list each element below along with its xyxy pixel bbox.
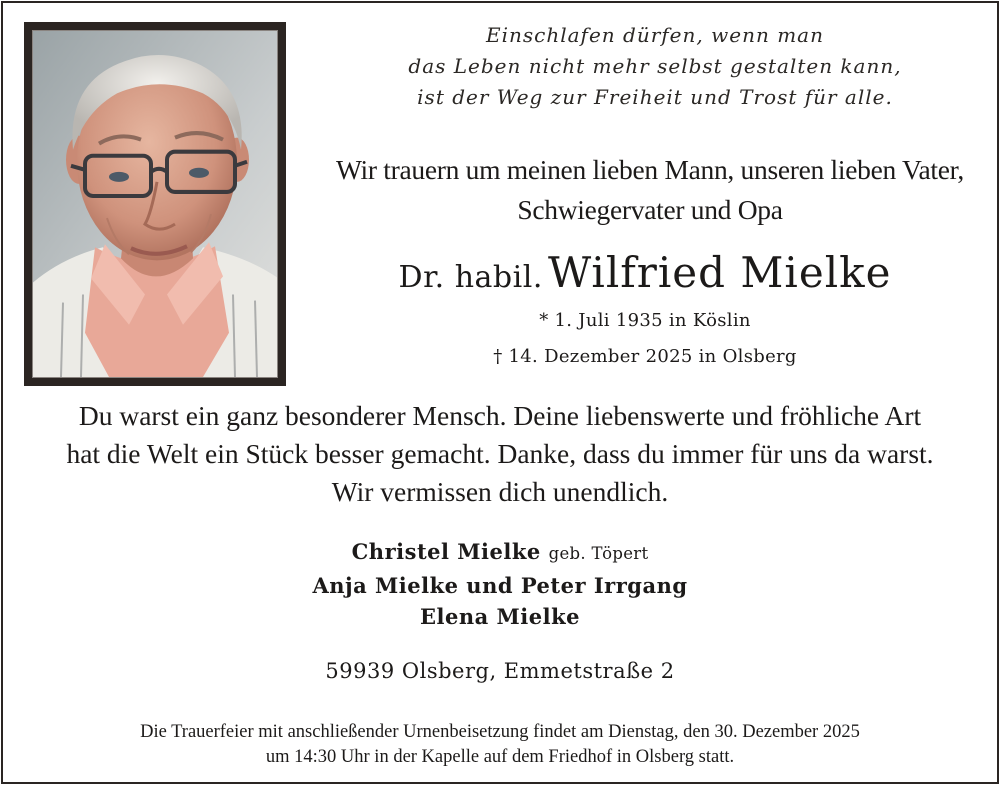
verse [320,20,990,113]
tribute-line: hat die Welt ein Stück besser gemacht. Danke, dass du immer für uns da warst. [66,438,934,469]
tribute-text [10,397,990,511]
portrait-photo [32,30,278,378]
family-address: 59939 Olsberg, Emmetstraße 2 [325,659,675,683]
maiden-name: geb. Töpert [548,544,649,563]
spouse-name: Christel Mielke [351,539,541,564]
funeral-service-info [10,720,990,770]
portrait-frame [24,22,286,386]
deceased-name-line [300,248,990,297]
family-names [100,536,900,633]
verse-line: Einschlafen dürfen, wenn man [486,23,824,47]
service-line: Die Trauerfeier mit anschließender Urnenbeisetzung findet am Dienstag, den 30. Dezember 2025 [140,722,860,742]
mourning-statement [300,150,1000,230]
service-line: um 14:30 Uhr in der Kapelle auf dem Friedhof in Olsberg statt. [265,747,735,767]
death-date: † 14. Dezember 2025 in Olsberg [493,346,797,367]
birth-date: * 1. Juli 1935 in Köslin [539,310,751,331]
portrait-illustration [33,31,277,377]
family-line: Anja Mielke und Peter Irrgang [312,572,688,598]
mourning-line: Wir trauern um meinen lieben Mann, unseren lieben Vater, [335,154,965,185]
academic-title: Dr. habil. [398,260,543,295]
family-line [100,536,900,570]
mourning-line: Schwiegervater und Opa [517,194,783,225]
tribute-line: Du warst ein ganz besonderer Mensch. Deine liebenswerte und fröhliche Art [78,400,922,431]
deceased-name: Wilfried Mielke [547,248,892,297]
verse-line: ist der Weg zur Freiheit und Trost für alle. [417,85,893,109]
tribute-line: Wir vermissen dich unendlich. [331,476,669,507]
family-line: Elena Mielke [419,604,580,629]
verse-line: das Leben nicht mehr selbst gestalten kann, [408,54,902,78]
